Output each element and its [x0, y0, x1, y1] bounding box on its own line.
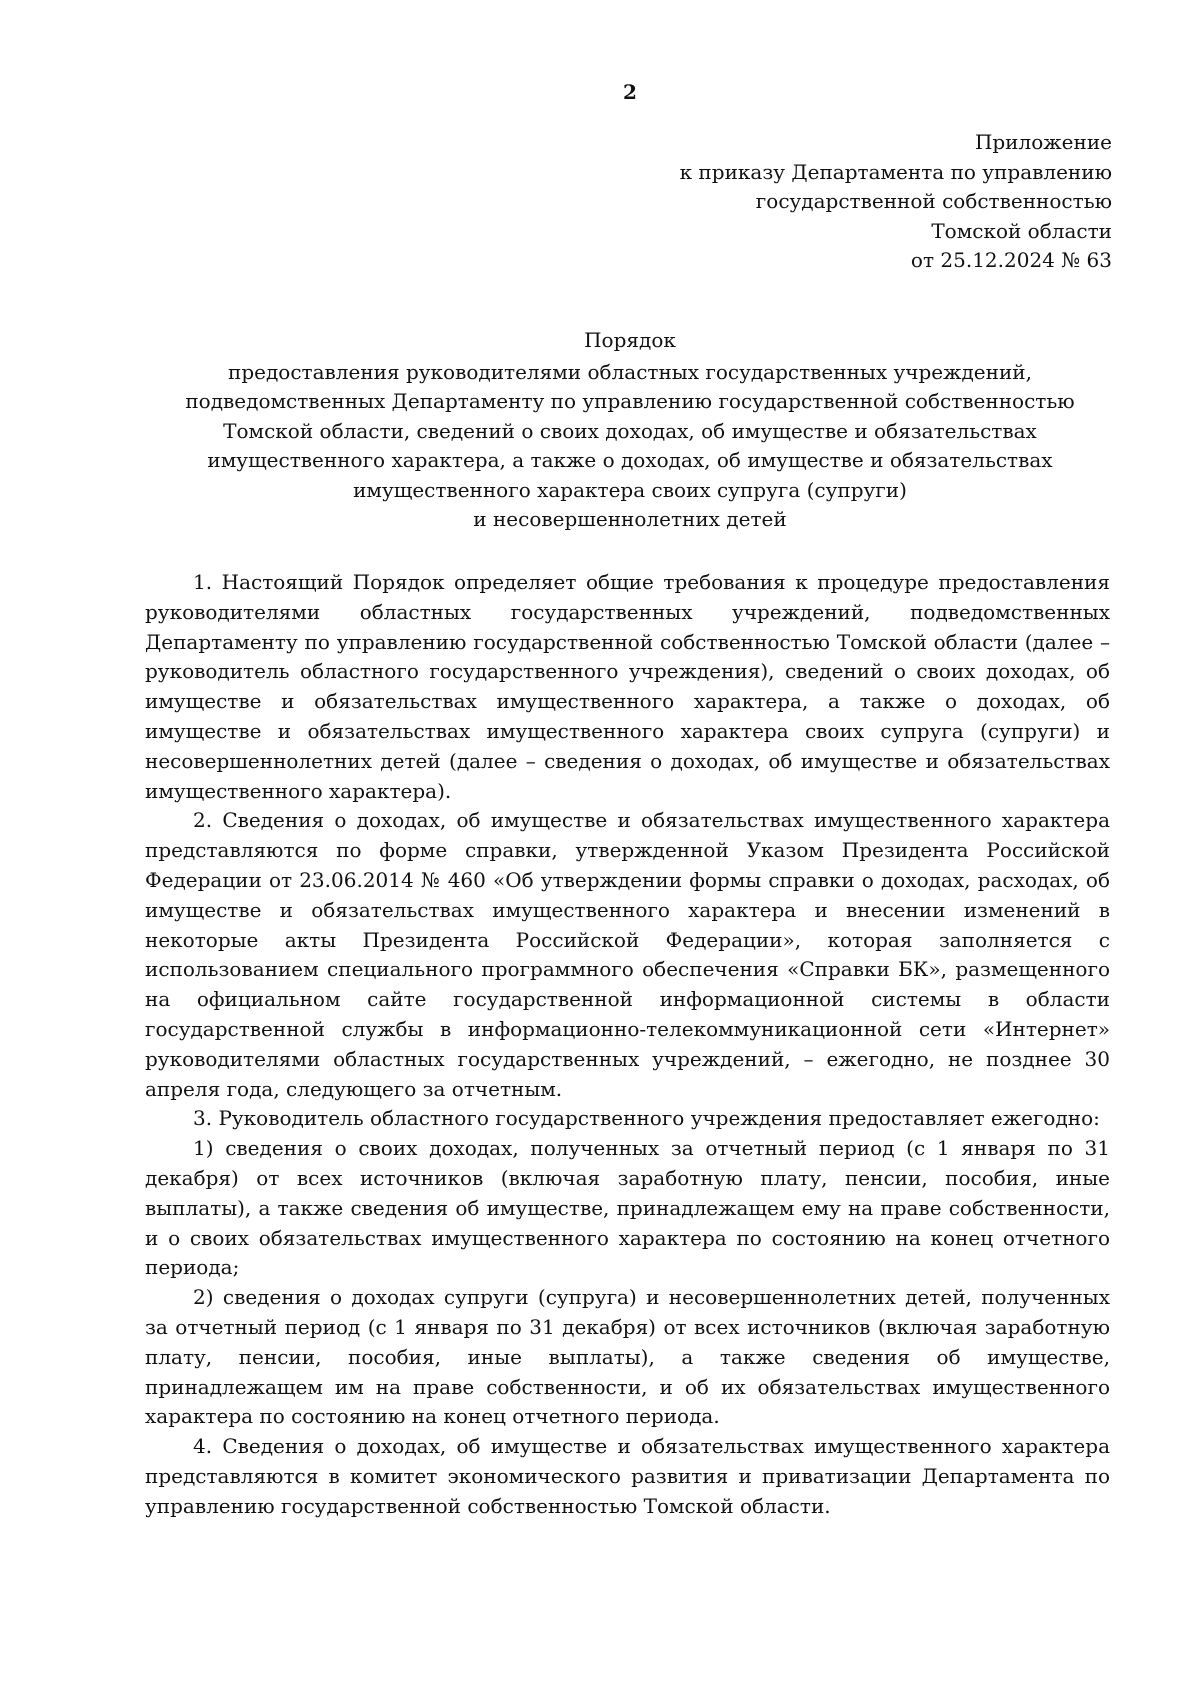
annex-line: к приказу Департамента по управлению	[679, 159, 1112, 184]
annex-line: от 25.12.2024 № 63	[910, 248, 1112, 272]
paragraph-3: 3. Руководитель областного государственного учреждения предоставляет ежегодно:	[193, 1106, 1100, 1131]
document-body	[145, 568, 1110, 1522]
title-line: имущественного характера своих супруга (супруги)	[353, 477, 907, 502]
annex-block	[680, 128, 1112, 276]
title-line: предоставления руководителями областных государственных учреждений,	[228, 359, 1032, 384]
paragraph-3-item-2: 2) сведения о доходах супруги (супруга) и несовершеннолетних детей, полученных за отчетный период (с 1 января по 31 декабря) от всех источников (включая заработную плату, пенсии, пособия, иные выплаты), а также сведения об имуществе, принадлежащем им на праве собственности, и об их обязательствах имущественного характера по состоянию на конец отчетного периода.	[145, 1285, 1110, 1429]
title-main: Порядок	[584, 328, 676, 352]
paragraph-3-item-1: 1) сведения о своих доходах, полученных за отчетный период (с 1 января по 31 декабря) от всех источников (включая заработную плату, пенсии, пособия, иные выплаты), а также сведения об имуществе, принадлежащем ему на праве собственности, и о своих обязательствах имущественного характера по состоянию на конец отчетного периода;	[145, 1136, 1110, 1280]
paragraph-1: 1. Настоящий Порядок определяет общие требования к процедуре предоставления руководителями областных государственных учреждений, подведомственных Департаменту по управлению государственной собственностью Томской области (далее – руководитель областного государственного учреждения), сведений о своих доходах, об имуществе и обязательствах имущественного характера, а также о доходах, об имуществе и обязательствах имущественного характера своих супруга (супруги) и несовершеннолетних детей (далее – сведения о доходах, об имуществе и обязательствах имущественного характера).	[145, 570, 1110, 803]
paragraph-2: 2. Сведения о доходах, об имуществе и обязательствах имущественного характера представляются по форме справки, утвержденной Указом Президента Российской Федерации от 23.06.2014 № 460 «Об утверждении формы справки о доходах, расходах, об имуществе и обязательствах имущественного характера и внесении изменений в некоторые акты Президента Российской Федерации», которая заполняется с использованием специального программного обеспечения «Справки БК», размещенного на официальном сайте государственной информационной системы в области государственной службы в информационно-телекоммуникационной сети «Интернет» руководителями областных государственных учреждений, – ежегодно, не позднее 30 апреля года, следующего за отчетным.	[145, 808, 1110, 1101]
document-title	[100, 326, 1160, 535]
title-line: и несовершеннолетних детей	[473, 507, 787, 531]
page-number: 2	[623, 80, 637, 104]
annex-line: государственной собственностью	[755, 189, 1112, 213]
title-line: подведомственных Департаменту по управлению государственной собственностью	[185, 389, 1075, 413]
annex-line: Томской области	[931, 218, 1112, 243]
paragraph-4: 4. Сведения о доходах, об имуществе и обязательствах имущественного характера представляются в комитет экономического развития и приватизации Департамента по управлению государственной собственностью Томской области.	[145, 1434, 1110, 1518]
title-line: имущественного характера, а также о доходах, об имуществе и обязательствах	[207, 448, 1053, 472]
title-line: Томской области, сведений о своих доходах, об имуществе и обязательствах	[223, 418, 1037, 443]
annex-line: Приложение	[974, 130, 1112, 154]
